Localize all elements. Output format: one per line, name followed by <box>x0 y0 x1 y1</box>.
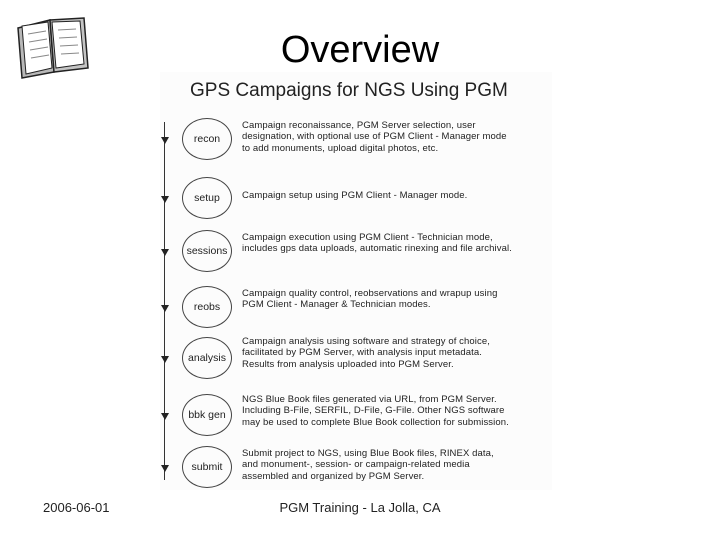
step-label: analysis <box>188 352 226 364</box>
flow-arrow-icon <box>161 356 169 363</box>
step-description-line: Campaign execution using PGM Client - Technician mode, <box>242 232 493 243</box>
step-label: reobs <box>193 301 221 313</box>
step-description <box>242 288 550 311</box>
step-description-line: and monument-, session- or campaign-related media <box>242 459 470 471</box>
flow-arrow-icon <box>161 137 169 144</box>
step-description <box>242 448 550 482</box>
flow-arrow-icon <box>161 249 169 256</box>
step-description-line: PGM Client - Manager & Technician modes. <box>242 299 431 311</box>
step-description-line: facilitated by PGM Server, with analysis input metadata. <box>242 347 483 359</box>
footer-text: PGM Training - La Jolla, CA <box>279 500 441 515</box>
step-label: bbk gen <box>188 409 226 421</box>
flow-arrow-icon <box>161 305 169 312</box>
step-description-line: includes gps data uploads, automatic rinexing and file archival. <box>242 243 512 255</box>
step-label: setup <box>194 192 220 204</box>
step-description-line: assembled and organized by PGM Server. <box>242 470 425 482</box>
step-description <box>242 190 550 201</box>
step-description-line: designation, with optional use of PGM Client - Manager mode <box>242 131 507 143</box>
step-description-line: NGS Blue Book files generated via URL, from PGM Server. <box>242 394 497 405</box>
flow-title: GPS Campaigns for NGS Using PGM <box>190 80 508 101</box>
footer-date: 2006-06-01 <box>43 500 110 515</box>
step-label: sessions <box>186 245 228 257</box>
step-description <box>242 232 550 255</box>
step-description-line: Submit project to NGS, using Blue Book files, RINEX data, <box>242 448 494 459</box>
step-description-line: Including B-File, SERFIL, D-File, G-File. Other NGS software <box>242 405 505 417</box>
step-description-line: Campaign reconaissance, PGM Server selection, user <box>242 120 476 131</box>
step-description <box>242 120 550 154</box>
step-description <box>242 394 550 428</box>
campaign-flow-diagram <box>160 72 552 490</box>
step-description-line: Campaign quality control, reobservations and wrapup using <box>242 288 498 299</box>
step-description-line: Campaign analysis using software and strategy of choice, <box>242 336 490 347</box>
slide-title: Overview <box>280 29 440 71</box>
flow-arrow-icon <box>161 196 169 203</box>
step-description-line: Campaign setup using PGM Client - Manager mode. <box>242 190 468 201</box>
flow-timeline <box>164 122 165 480</box>
step-description-line: Results from analysis uploaded into PGM Server. <box>242 358 454 370</box>
flow-arrow-icon <box>161 413 169 420</box>
step-description-line: to add monuments, upload digital photos, etc. <box>242 142 439 154</box>
step-label: submit <box>191 461 223 473</box>
step-description-line: may be used to complete Blue Book collection for submission. <box>242 416 509 428</box>
flow-arrow-icon <box>161 465 169 472</box>
step-description <box>242 336 550 370</box>
step-label: recon <box>193 133 221 145</box>
